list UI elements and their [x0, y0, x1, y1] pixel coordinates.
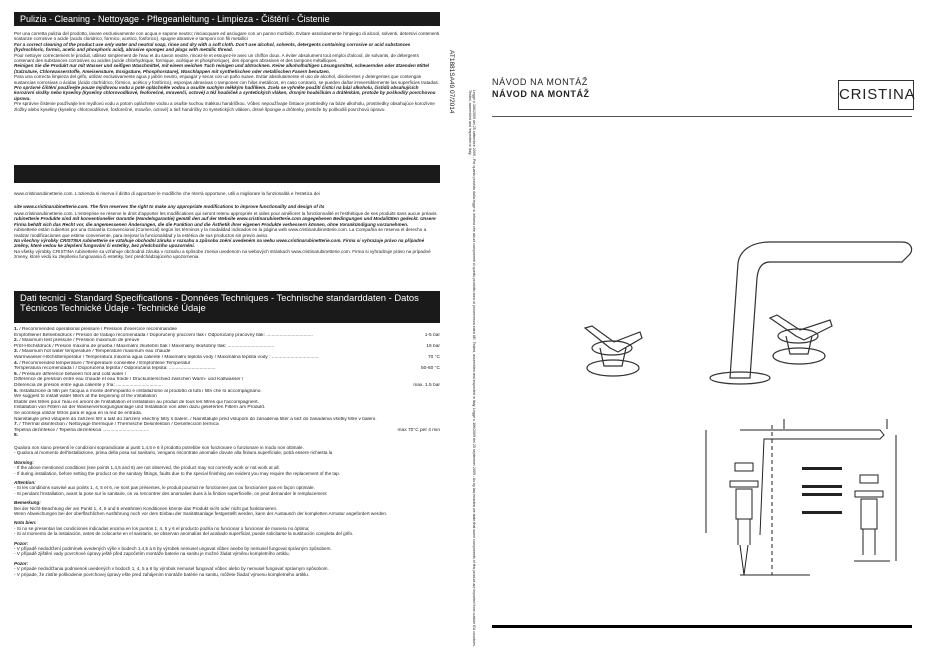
note-line: - V prípade, že zistíte poškodenie povrchovej úpravy ešte pred zahájením montáže batérie na sanitu, môžete žiadať výmenu kompletného artiklu. — [14, 571, 310, 577]
note-line: - If the above mentioned conditions (see points 1,4,5 and 6) are not observed, the product may not correctly work or not work at all. — [14, 465, 280, 471]
origin-fine-print: Legge n.166/2009 del 25 settembre 2009 - Per quanto previsto dalla legge si informa che alcuni componenti di questo prodotto sono di provenienza extra UE. Tested, assembled and inspected in Italy. Legge n.166/2009 del 25 september 2009 - As by law enacted we state that some components of this product are imported from outside EU countries. Tested, assembled and inspected in Italy. — [468, 90, 476, 647]
note-line: - Si al momento de la instalación, antes de colocarse en el sanitario, se observan anomalías del acabado superficial, puede solicitarse la sustitución completa del grifo. — [14, 531, 354, 537]
spec-number: 5. — [14, 371, 19, 377]
warranty-en: site www.cristinarubinetterie.com. The firm reserves the right to make any appropriate modifications to improve functionality and design of its — [14, 204, 325, 209]
spec-label — [14, 433, 18, 439]
side-strip — [444, 50, 474, 660]
spec-text: Tepelná dezinfekce / Tepelná dezinfekcia ................................... — [14, 427, 150, 433]
brand-logo: CRISTINA — [838, 80, 914, 110]
spec-number: 8. — [14, 433, 19, 439]
note-line: - Si pendant l'installation, avant la pose sur le sanitaire, on va rencontrer des anomalies dues à la finition superficielle, on peut demander le remplacement — [14, 490, 327, 496]
cleaning-it: Per una corretta pulizia del prodotto, lavare esclusivamente con acqua e sapone neutro; risciacquare ed asciugare con un panno morbido. Evitare assolutamente l'impiego di alcool, solventi, detersivi contenenti sostanze corrosive o acide (acido cloridrico, formico, acetico, fosforico), spugne abrasive e tamponi con fili metallici — [14, 31, 440, 42]
warranty-es: rubinetterie están cubiertos por una Garantía Convencional (Comercial) según los términos y la modalidad indicados en la página web www.cristinarubinetterie.com. La Compañía se reserva el derecho a realizar modificaciones que estime conveniente, para mejorar la funcionalidad y la estética de sus productos sin previo aviso. — [14, 227, 427, 238]
warranty-bar — [14, 165, 440, 183]
warranty-it-en — [14, 191, 440, 209]
spec-text: We suggest to install water filters at the beginning of the installation — [14, 394, 157, 400]
spec-text: Différence de pression entre eau chaude et eau froide / Druckunterschied zwischen Warm- und Kaltwasser / — [14, 377, 244, 383]
warranty-it: www.cristinarubinetterie.com. L'azienda si riserva il diritto di apportare le modifiche che riterrà opportune, utili a migliorare la funzionalità e l'estetica dei — [14, 191, 320, 196]
note-line: Bemerkung: — [14, 500, 41, 506]
spout — [730, 242, 912, 378]
specs-list — [14, 327, 440, 439]
spec-number: 6. — [14, 388, 19, 394]
note-line: - V případě nedodržení podmínek uvedených výše v bodech 1,4,5 a 6 by výrobek nemusel ungovat vůbec anebo by nemusel fungovat správným způsobem. — [14, 545, 332, 551]
spec-text: / Maximum test pressure / Pression maximum de preuve — [19, 338, 140, 344]
note-line: Pozor: — [14, 540, 29, 546]
spec-text: Installazione di filtri per l'acqua a monte dell'impianto e installazione al prodotto di tutti i filtri che lo accompagnano. — [19, 388, 262, 394]
cleaning-de: Reinigen Sie die Produkt nur mit Wasser und seifigen Waschmittel, mit einem weichen Tuch reinigen und abtrocknen. Keine alkoholhaltigen Lösungsmittel, scheuernden oder ätzenden Mittel (Salzsäure, Chlorwasserstoffe, Ameisensäure, Essigsäure, Phosphorsäure), Waschlappen mit synthetischen oder metallischen Fasern benutzen. — [14, 63, 430, 74]
faucet-illustration — [580, 228, 920, 398]
warranty-fr: www.cristinarubinetterie.com. L'entreprise se réserve le droit d'apporter les modifications qui seront retenu appropriés et utiles pour améliorer la fonctionnalité et l'esthétique de ses produits sans aucun préavis. — [14, 211, 438, 216]
note-line: Pozor: — [14, 560, 29, 566]
notes — [14, 445, 440, 615]
spec-text: / Pressure difference between hot and cold water / — [19, 371, 127, 377]
footer-rule — [492, 625, 912, 628]
note-line: - Qualora al momento dell'installazione, prima della posa sul sanitario, vengano riscontrate anomalie dovute alla finitura superficiale, potrà essere richiesta la — [14, 450, 333, 456]
right-handle — [770, 315, 832, 364]
spec-number: 2. — [14, 338, 19, 344]
document-code: AT1881SA49 07/2014 — [448, 50, 455, 114]
warranty-de: rubinetterie Produkte sind mit konventioneller Garantie (Handelsgarantie) gemäß den auf der Website www.cristinarubinetterie.com angegebenen Bedingungen und Modalitäten gedeckt. Unsere Firma behält sich das Recht vor, die angemessenen Änderungen, die die Funktion und die Ästhetik ihrer eigenen Produkte verbessern können, ohne Vorankündigung vorzunehmen. — [14, 216, 436, 227]
note-line: Bei der Nicht-Beachtung der am Punkt 1, 4, 5 und 6 erwähnten Konditionen könnte das Produkt nicht oder nicht gut funktionieren. — [14, 505, 278, 511]
spec-text: Installation von Filtern an der Wasserversorgungsanlage und Installation von allen dazu gelieferten Filtern am Produkt. — [14, 405, 266, 411]
note-line: Attention: — [14, 479, 36, 485]
note-line: - V prípade nedodržania podmienok uvedených v bodoch 1, 4, 5 a 6 by výrobok nemusel fungovať vôbec alebo by nemusel fungovať správnym spôsobom. — [14, 566, 329, 572]
spec-text: Etablir des filtres pour l'eau en amont de l'installation et installation au produit de tous les filtres qui l'accompagnent. — [14, 399, 259, 405]
spec-text: Empfohlener Betriebsdruck / Presión de trabajo recomendada / Doporučený pracovní tlak / Odporúčaný pracovný tlak: ................................... — [14, 332, 313, 338]
spec-text: / Thermal disinfection / Nettoyage thermique / Thermische Desinfektion / Desinfección térmica — [19, 422, 219, 428]
spec-text: / Recommended operational pressure / Pression d'exercice recommandée — [19, 327, 178, 332]
spec-value: 50-60 °C — [421, 366, 440, 372]
note-line: - V případě zjištění vady povrchové úpravy ještě před započetím montáže baterie na sanitu je možné žádat výměnu kompletního artiklu. — [14, 551, 290, 557]
spec-text: / Recommended temperature / Température conseillée / Empfohlene Temperatur — [19, 360, 191, 366]
cleaning-text — [14, 31, 440, 161]
document-title-bold: NÁVOD NA MONTÁŽ — [492, 89, 590, 99]
warranty-cs: Na všechny výrobky CRISTINA rubinetterie se vztahuje obchodní záruka v rozsahu a způsobu znění uvedeném na webu www.cristinarubinetterie.com. Firma si vyhrazuje právo na případné změny, které vedou ke zlepšení fungování či estetiky, bez předchozího upozornění. — [14, 238, 425, 249]
left-column — [14, 12, 440, 667]
spec-label — [14, 428, 149, 434]
warranty-sk: Na všetky výrobky CRISTINA rubinetterie sa vzťahuje obchodná záruka v rozsahu a spôsobe znenia uvedenom na webových stránkach www.cristinarubinetterie.com. Firma si vyhradzuje právo na prípadné zmeny, ktoré vedú ku zlepšeniu fungovania či estetiky, bez predchádzajúceho upozornenia. — [14, 248, 431, 260]
cleaning-sk: Pre správne čistenie používajte len mydlovú vodu a potom opláchnite vodou a osušte suchou mäkkou handričkou. Vôbec nepoužívajte čistiace prostriedky na báze alkoholu, prostriedky obsahujúce korozívne zložky alebo kyseliny (kyseliny chlorovodíkové, fosforečné, mravčie, octové) a tiež handričky zo syntetických vlákien, drsné špongie a drôtenky, pretože by poškodili povrchovú úpravu. — [14, 101, 435, 112]
cleaning-cs: Pro správné čištění používejte pouze mýdlovou vodu a poté opláchněte vodou a osušte suchým měkkým hadříkem. Zcela se vyhněte použití čistící na bázi alkoholu, čistidů obsahujících korozivní složky nebo kyseliny (kyseliny chlorovodíkové, feoforečné, mravenčí, octové) a též houbiček a syntetických vláken, drsným houbičkám a drátěnkám, protože by poškodily povrchovou úpravu. — [14, 85, 436, 101]
spec-text: Warmwasser-Höchsttemperatur / Temperatura máxima agua caliente / Maximální teplota vody / Maximálna teplota vody : ................................... — [14, 354, 319, 360]
spec-value: 16 bar — [426, 343, 440, 349]
spec-number: 3. — [14, 349, 19, 355]
note-line: Wenn Abweichungen bei der oberflächlichen Ausführung noch vor dem Einbau der Sanitätsanlage festgestellt werden, kann der Austausch der kompletten Armatur angefordert werden. — [14, 510, 388, 516]
spec-text: Nainstalujte před vstupem do zařízení filtr a takt do zařízení všechny filtry s balení. / Nainštalujte pred vstupom do zariadenia filter a tiež do zariadenia všetky filtre v balení. — [14, 416, 377, 422]
note-line: - If during installation, before setting the product on the sanitary fittings, faults due to the special finishing are evident you may require the replacement of the tap. — [14, 470, 341, 476]
spec-value: max. 1.5 bar — [413, 382, 440, 388]
spec-text: Prüf-Höchstdruck / Presión máxima de prueba / Maximální zkušební tlak / Maximálny skúšobný tlak: ................................... — [14, 343, 275, 349]
spec-row — [14, 433, 440, 439]
spec-text: Se aconseja utilizar filtros para el agua en la red de entrada. — [14, 410, 142, 416]
cleaning-fr: Pour nettoyer correctement le produit, utilisez simplement de l'eau et du savon neutre, rincez-le et essuyez-le avec un chiffon doux. A éviter absolument tout emploi d'alcool, de solvants, de détergents contenant des substances corrosives ou acides (acide chlorhydrique, formique, acétique et phosphorique), des éponges abrasives et des tampons métalliques. — [14, 52, 419, 64]
spec-number: 4. — [14, 360, 19, 366]
note-line: Warning: — [14, 459, 34, 465]
spec-text: / Maximum hot water temperature / Température maximum eau chaude — [19, 349, 171, 355]
spec-text: Temperatura recomendada / / Doporučená teplota / Odporúčaná teplota: ................................... — [14, 366, 216, 372]
specs-bar: Dati tecnici - Standard Specifications - Données Techniques - Technische standarddaten - Datos Técnicos Technické Údaje - Technické Údaje — [14, 291, 440, 323]
cleaning-languages-bar: Pulizia - Cleaning - Nettoyage - Pflegeanleitung - Limpieza - Čištění - Čistenie — [14, 12, 440, 26]
spec-value: 70 °C — [427, 354, 440, 360]
spec-number: 1. — [14, 327, 19, 332]
note-line: - Si no se presentan las condiciones indicadas encima en los puntos 1, 4, 5 y 6 el producto podría no funcionar o funcionar de manera no óptima; — [14, 525, 310, 531]
warranty-multilang — [14, 211, 440, 291]
cleaning-en: For a correct cleaning of the product use only water and neutral soap, rinse and dry with a soft cloth. Don't use alcohol, solvents, detergents containing corrosive or acid substances (hydrochloric, formic, acetic and phosphoric acid), abrasive sponges and plugs with metallic thread. — [14, 41, 411, 53]
technical-drawing — [700, 415, 910, 590]
left-handle — [585, 326, 642, 376]
note-line: Qualora non siano presenti le condizioni sopraindicate ai punti 1,4,5 e 6 il prodotto potrebbe non funzionare o funzionare in modo non ottimale. — [14, 444, 304, 450]
cleaning-es: Para una correcta limpieza del grifo, utilizar exclusivamente agua y jabón neutro, enjuagar y secar con un paño suave. Evitar absolutamente el uso de alcohol, disolventes y detergentes que contengan sustancias corrosivas o ácidas (ácido clorhídrico, fórmico, acético y fosfórico), esponjas abrasivas o tampones con hilos metálicos, en caso contrario, se pueden dañar irreversiblemente las superficies tratadas. — [14, 74, 440, 85]
spec-number: 7. — [14, 422, 19, 428]
header-rule — [492, 116, 912, 117]
note-line: - Si les conditions susvisé aux points 1, 4, 5 et 6, ne sont pas présentes, le produit pourrait ne fonctionner pas ou fonctionner pas en façon optimale. — [14, 485, 315, 491]
note-line: Nota bien: — [14, 520, 37, 526]
spec-value: 1-5 bar — [424, 332, 440, 338]
spec-value: max 70°C per 4 min — [397, 427, 440, 433]
document-title-light: NÁVOD NA MONTÁŽ — [492, 77, 589, 87]
spec-text: Diferencia de presión entre agua caliente y fría: ................................... — [14, 382, 163, 388]
